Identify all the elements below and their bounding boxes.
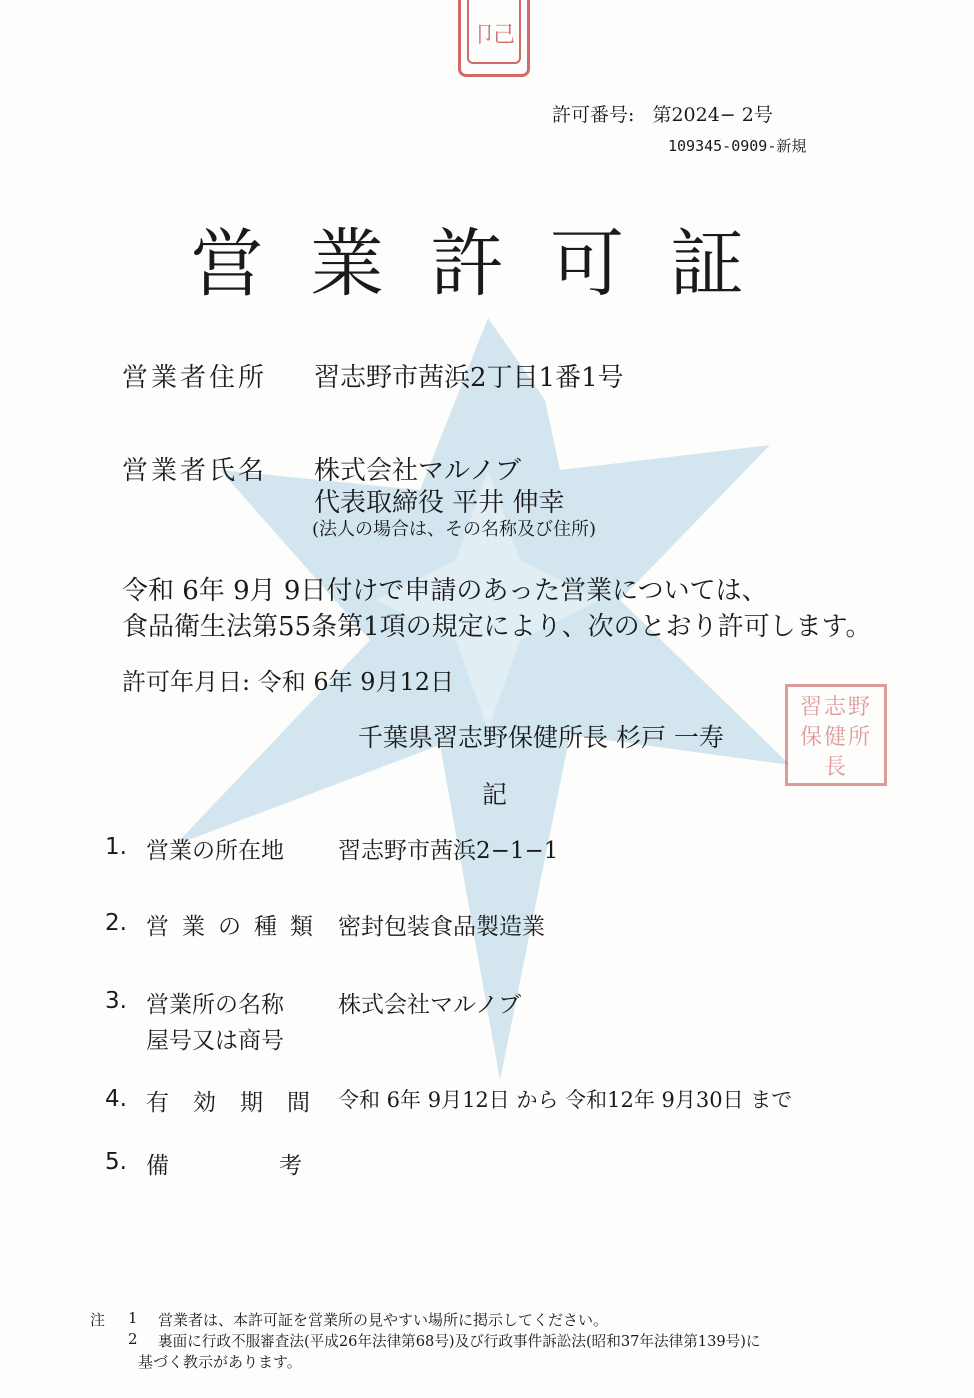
name-company: 株式会社マルノブ xyxy=(314,456,521,486)
name-representative: 代表取締役 平井 伸幸 xyxy=(314,488,565,518)
note-1-number: 1 xyxy=(128,1309,138,1327)
note-2-number: 2 xyxy=(128,1330,138,1348)
item-5-label: 備考 xyxy=(146,1153,412,1179)
official-seal-text: 習志野保健所長 xyxy=(799,695,872,780)
permit-date xyxy=(122,662,454,697)
permit-number xyxy=(552,100,773,127)
permit-date-label: 許可年月日: xyxy=(122,668,251,696)
item-3-label-2: 屋号又は商号 xyxy=(146,1028,284,1054)
name-label: 営業者氏名 xyxy=(122,456,268,486)
item-4-label: 有効期間 xyxy=(146,1090,334,1116)
permit-sub-code: 109345-0909-新規 xyxy=(668,137,807,155)
notes-head: 注 xyxy=(90,1311,106,1329)
address-value: 習志野市茜浜2丁目1番1号 xyxy=(314,363,624,393)
item-2-value: 密封包装食品製造業 xyxy=(338,914,545,940)
item-2-number: 2. xyxy=(105,910,127,936)
item-5-number: 5. xyxy=(105,1149,127,1175)
top-seal-stamp: 卩己 xyxy=(458,0,530,77)
item-3-label: 営業所の名称 xyxy=(146,992,284,1018)
permit-number-value: 第2024− 2号 xyxy=(652,104,773,126)
item-2-label: 営業の種類 xyxy=(146,914,326,940)
document-title: 営業許可証 xyxy=(190,221,790,307)
ki-mark: 記 xyxy=(482,780,508,809)
permit-date-value: 令和 6年 9月12日 xyxy=(257,668,455,696)
address-label: 営業者住所 xyxy=(122,363,268,393)
item-3-value: 株式会社マルノブ xyxy=(338,992,522,1018)
item-4-number: 4. xyxy=(105,1086,127,1112)
note-1-text: 営業者は、本許可証を営業所の見やすい場所に掲示してください。 xyxy=(158,1311,609,1329)
item-3-number: 3. xyxy=(105,988,127,1014)
item-1-number: 1. xyxy=(105,834,127,860)
official-seal-stamp xyxy=(785,684,887,786)
item-4-value: 令和 6年 9月12日 から 令和12年 9月30日 まで xyxy=(338,1088,793,1112)
item-1-label: 営業の所在地 xyxy=(146,838,284,864)
name-note: (法人の場合は、その名称及び住所) xyxy=(312,519,597,540)
statement-line2: 食品衛生法第55条第1項の規定により、次のとおり許可します。 xyxy=(122,612,872,642)
issuer-name: 千葉県習志野保健所長 杉戸 一寿 xyxy=(358,723,724,752)
item-1-value: 習志野市茜浜2−1−1 xyxy=(338,838,559,864)
note-2-text: 裏面に行政不服審査法(平成26年法律第68号)及び行政事件訴訟法(昭和37年法律第139号)に xyxy=(158,1333,761,1350)
note-2-text-cont: 基づく教示があります。 xyxy=(138,1353,302,1371)
statement-line1: 令和 6年 9月 9日付けで申請のあった営業については、 xyxy=(122,576,768,606)
permit-number-label: 許可番号: xyxy=(552,104,635,126)
